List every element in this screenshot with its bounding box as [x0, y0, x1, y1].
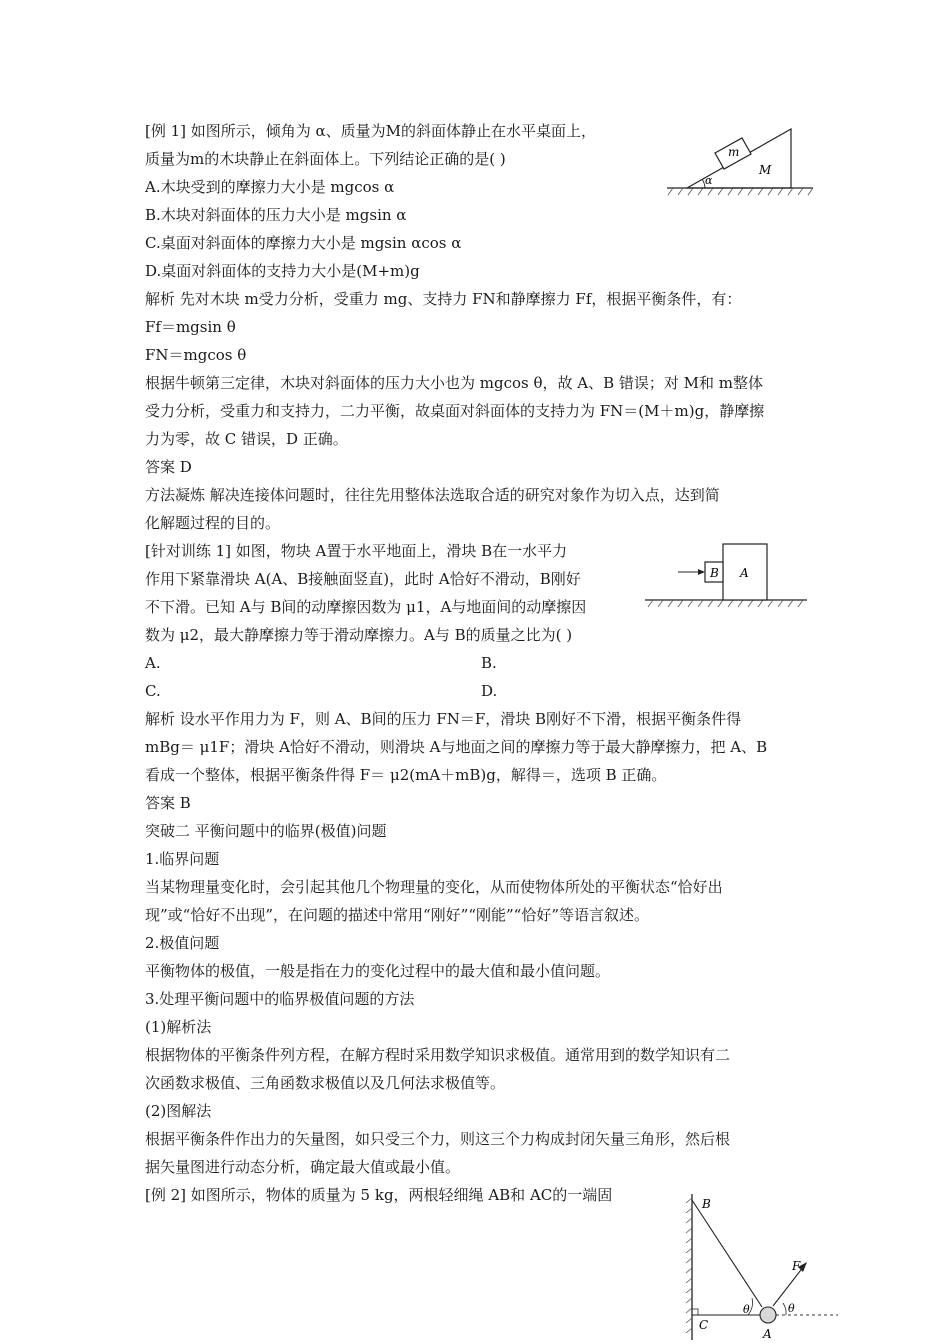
text-line: B.木块对斜面体的压力大小是 mgsin α: [145, 206, 407, 224]
text-line: 数为 μ2，最大静摩擦力等于滑动摩擦力。A与 B的质量之比为( ): [145, 626, 573, 644]
text-line: 现”或“恰好不出现”，在问题的描述中常用“刚好”“刚能”“恰好”等语言叙述。: [145, 906, 650, 924]
label-F: F: [792, 1259, 801, 1273]
answer-line: 答案 D: [145, 458, 192, 476]
text-line: FN＝mgcos θ: [145, 346, 247, 364]
text-line: 解析 先对木块 m受力分析，受重力 mg、支持力 FN和静摩擦力 Ff，根据平衡条件，有：: [145, 290, 742, 308]
text-line: C.桌面对斜面体的摩擦力大小是 mgsin αcos α: [145, 234, 462, 252]
text-line: [例 1] 如图所示，倾角为 α、质量为M的斜面体静止在水平桌面上，: [145, 122, 597, 140]
answer-line: 答案 B: [145, 794, 191, 812]
label-alpha: α: [705, 174, 713, 187]
text-line: 受力分析，受重力和支持力，二力平衡，故桌面对斜面体的支持力为 FN＝(M＋m)g，静摩擦: [145, 402, 765, 420]
text-line: 次函数求极值、三角函数求极值以及几何法求极值等。: [145, 1074, 506, 1092]
subheading: (1)解析法: [145, 1018, 212, 1036]
text-line: Ff＝mgsin θ: [145, 318, 236, 336]
text-line: [例 2] 如图所示，物体的质量为 5 kg，两根轻细绳 AB和 AC的一端固: [145, 1186, 613, 1204]
text-line: 根据物体的平衡条件列方程，在解方程时采用数学知识求极值。通常用到的数学知识有二: [145, 1046, 731, 1064]
label-C: C: [699, 1318, 709, 1332]
option-d: D.: [481, 682, 498, 700]
incline-figure: [665, 122, 815, 200]
label-M: M: [759, 163, 772, 177]
subheading: 3.处理平衡问题中的临界极值问题的方法: [145, 990, 415, 1008]
text-line: 平衡物体的极值，一般是指在力的变化过程中的最大值和最小值问题。: [145, 962, 611, 980]
option-b: B.: [481, 654, 497, 672]
text-line: 据矢量图进行动态分析，确定最大值或最小值。: [145, 1158, 461, 1176]
text-line: [针对训练 1] 如图，物块 A置于水平地面上，滑块 B在一水平力: [145, 542, 568, 560]
label-A: A: [740, 566, 749, 580]
subheading: (2)图解法: [145, 1102, 212, 1120]
text-line: 解析 设水平作用力为 F，则 A、B间的压力 FN＝F，滑块 B刚好不下滑，根据平衡条件得: [145, 710, 742, 728]
text-line: 方法凝炼 解决连接体问题时，往往先用整体法选取合适的研究对象作为切入点，达到简: [145, 486, 720, 504]
text-line: 根据平衡条件作出力的矢量图，如只受三个力，则这三个力构成封闭矢量三角形，然后根: [145, 1130, 731, 1148]
blocks-figure: [645, 542, 810, 612]
section-heading: 突破二 平衡问题中的临界(极值)问题: [145, 822, 387, 840]
text-line: mBg＝ μ1F；滑块 A恰好不滑动，则滑块 A与地面之间的摩擦力等于最大静摩擦力，把 A、B: [145, 738, 768, 756]
label-theta-left: θ: [743, 1303, 750, 1316]
rope-figure: [682, 1192, 842, 1342]
text-line: 作用下紧靠滑块 A(A、B接触面竖直)，此时 A恰好不滑动，B刚好: [145, 570, 581, 588]
text-line: 根据牛顿第三定律，木块对斜面体的压力大小也为 mgcos θ，故 A、B 错误；对 M和 m整体: [145, 374, 764, 392]
option-a: A.: [145, 654, 161, 672]
text-line: D.桌面对斜面体的支持力大小是(M+m)g: [145, 262, 420, 280]
subheading: 2.极值问题: [145, 934, 220, 952]
subheading: 1.临界问题: [145, 850, 220, 868]
text-line: 当某物理量变化时，会引起其他几个物理量的变化，从而使物体所处的平衡状态“恰好出: [145, 878, 723, 896]
text-line: 力为零，故 C 错误，D 正确。: [145, 430, 348, 448]
option-c: C.: [145, 682, 161, 700]
label-B: B: [710, 566, 719, 580]
text-line: 不下滑。已知 A与 B间的动摩擦因数为 μ1，A与地面间的动摩擦因: [145, 598, 587, 616]
text-line: 化解题过程的目的。: [145, 514, 281, 532]
label-m: m: [728, 145, 740, 159]
label-theta-right: θ: [788, 1302, 795, 1315]
text-line: 看成一个整体，根据平衡条件得 F＝ μ2(mA＋mB)g，解得＝，选项 B 正确。: [145, 766, 667, 784]
label-A: A: [763, 1327, 772, 1341]
text-line: 质量为m的木块静止在斜面体上。下列结论正确的是( ): [145, 150, 506, 168]
text-line: A.木块受到的摩擦力大小是 mgcos α: [145, 178, 395, 196]
label-B: B: [702, 1197, 711, 1211]
